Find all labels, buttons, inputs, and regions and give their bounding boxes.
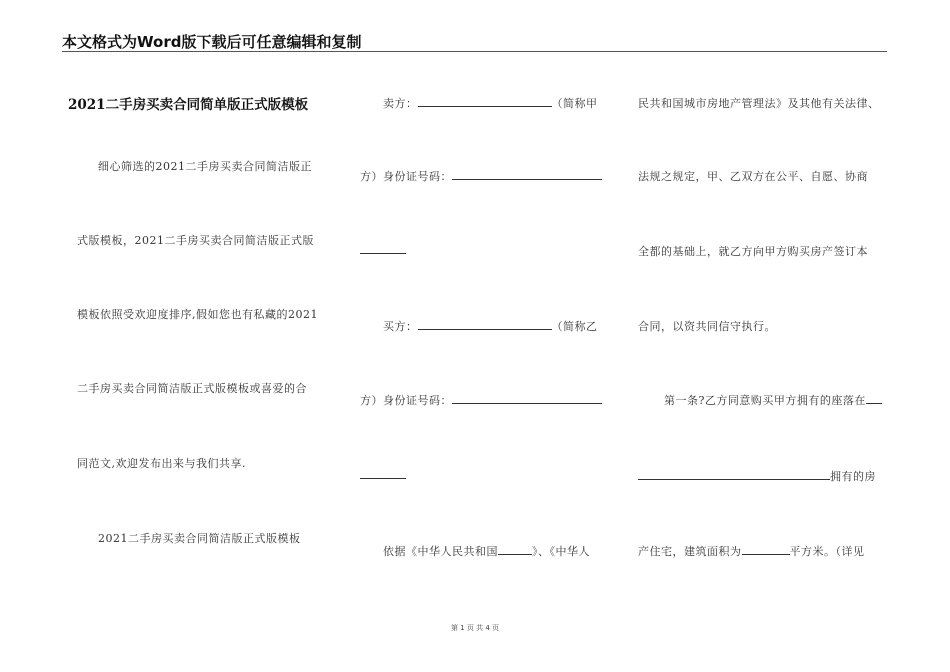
- seller-blank: [418, 96, 552, 107]
- buyer-suffix: （简称乙: [551, 320, 598, 333]
- col1-line-6: 2021二手房买卖合同简洁版正式版模板: [98, 532, 301, 545]
- seller-id-label: 方）身份证号码：: [360, 170, 452, 183]
- seller-label: 卖方：: [383, 97, 418, 110]
- col1-line-3: 模板依照受欢迎度排序,假如您也有私藏的2021: [77, 308, 318, 321]
- col3-line-4: 合同，以资共同信守执行。: [638, 320, 776, 333]
- document-title: 2021二手房买卖合同简单版正式版模板: [68, 97, 309, 113]
- article-1-line: [664, 392, 882, 408]
- document-header: 本文格式为Word版下载后可任意编辑和复制: [62, 33, 362, 51]
- col3-line-6: [638, 468, 876, 484]
- buyer-id-continuation: [360, 468, 406, 482]
- page-footer: 第 1 页 共 4 页: [450, 624, 500, 632]
- location-blank-b: [638, 469, 830, 480]
- basis-text-a: 依据《中华人民共和国: [383, 545, 498, 558]
- buyer-id-line: [360, 392, 602, 408]
- seller-id-blank: [452, 169, 602, 180]
- area-label: 产住宅，建筑面积为: [638, 545, 742, 558]
- seller-suffix: （简称甲: [551, 97, 598, 110]
- buyer-id-blank: [452, 393, 602, 404]
- seller-id-continuation: [360, 243, 406, 257]
- buyer-line: [383, 318, 598, 334]
- basis-text-b: 》、《中华人: [532, 545, 590, 558]
- ownership-text: 拥有的房: [830, 470, 876, 483]
- buyer-label: 买方：: [383, 320, 418, 333]
- buyer-id-label: 方）身份证号码：: [360, 394, 452, 407]
- basis-blank: [498, 544, 532, 555]
- header-divider: [62, 51, 887, 52]
- buyer-blank: [418, 319, 552, 330]
- seller-id-line: [360, 168, 602, 184]
- area-unit: 平方米。（详见: [789, 545, 865, 558]
- col1-line-2: 式版模板，2021二手房买卖合同简洁版正式版: [77, 234, 314, 247]
- seller-id-blank-cont: [360, 243, 406, 254]
- location-blank-a: [866, 393, 882, 404]
- article-1-text: 第一条?乙方同意购买甲方拥有的座落在: [664, 394, 866, 407]
- area-blank: [742, 544, 790, 555]
- basis-line: [383, 543, 590, 559]
- col3-line-3: 全都的基础上，就乙方向甲方购买房产签订本: [638, 245, 868, 258]
- col1-line-5: 同范文,欢迎发布出来与我们共享.: [77, 457, 246, 470]
- col3-line-2: 法规之规定，甲、乙双方在公平、自愿、协商: [638, 170, 868, 183]
- col3-line-7: [638, 543, 865, 559]
- col3-line-1: 民共和国城市房地产管理法》及其他有关法律、: [638, 97, 880, 110]
- col1-line-1: 细心筛选的2021二手房买卖合同简洁版正: [98, 160, 312, 173]
- seller-line: [383, 95, 598, 111]
- buyer-id-blank-cont: [360, 468, 406, 479]
- col1-line-4: 二手房买卖合同简洁版正式版模板或喜爱的合: [77, 382, 307, 395]
